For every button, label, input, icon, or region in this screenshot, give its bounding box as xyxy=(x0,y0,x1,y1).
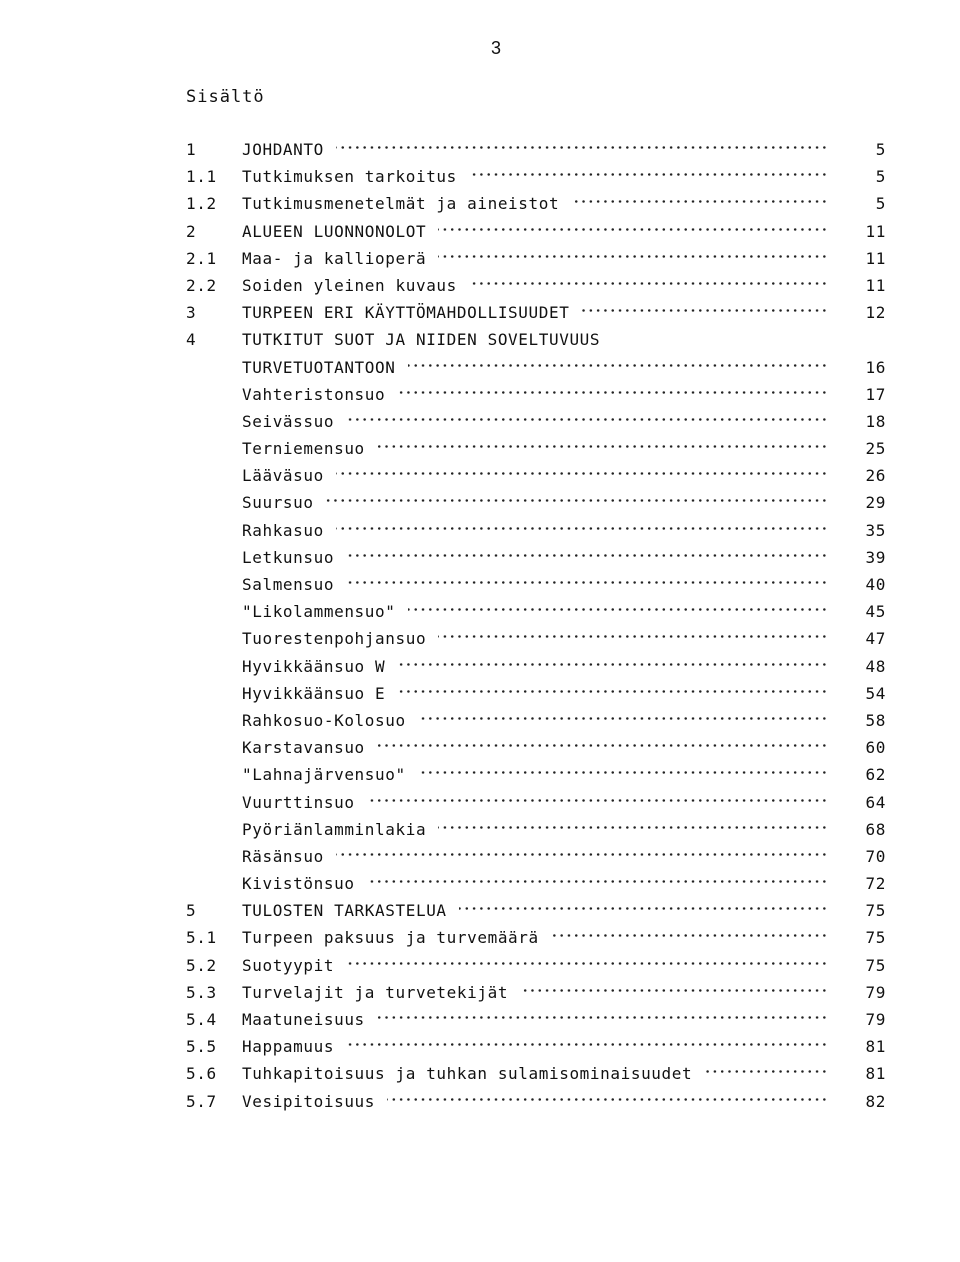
toc-entry xyxy=(186,680,886,707)
toc-page-number: 81 xyxy=(865,1064,886,1084)
toc-title: Hyvikkäänsuo W xyxy=(242,656,386,676)
toc-page-number: 11 xyxy=(865,275,886,295)
toc-entry xyxy=(186,952,886,979)
toc-title: Tuhkapitoisuus ja tuhkan sulamisominaisuudet xyxy=(242,1064,693,1084)
toc-dot-leader xyxy=(469,282,828,285)
toc-section-number: 5 xyxy=(186,901,197,921)
toc-title: Happamuus xyxy=(242,1037,335,1057)
toc-title: Rahkasuo xyxy=(242,520,324,540)
toc-page-number: 82 xyxy=(865,1091,886,1111)
toc-dot-leader xyxy=(346,581,828,584)
table-of-contents xyxy=(186,136,886,1115)
toc-title: Tutkimusmenetelmät ja aineistot xyxy=(242,194,560,214)
toc-page-number: 48 xyxy=(865,656,886,676)
toc-dot-leader xyxy=(336,527,828,530)
toc-title: TULOSTEN TARKASTELUA xyxy=(242,901,447,921)
toc-entry xyxy=(186,653,886,680)
toc-title: Soiden yleinen kuvaus xyxy=(242,275,457,295)
toc-section-number: 3 xyxy=(186,303,197,323)
toc-entry xyxy=(186,1060,886,1087)
toc-page-number: 75 xyxy=(865,901,886,921)
toc-section-number: 5.2 xyxy=(186,955,217,975)
toc-section-number: 5.5 xyxy=(186,1037,217,1057)
toc-entry xyxy=(186,924,886,951)
toc-page-number: 75 xyxy=(865,955,886,975)
toc-title: Vesipitoisuus xyxy=(242,1091,376,1111)
toc-page-number: 75 xyxy=(865,928,886,948)
toc-dot-leader xyxy=(408,608,828,611)
toc-dot-leader xyxy=(418,771,828,774)
toc-dot-leader xyxy=(469,173,828,176)
toc-dot-leader xyxy=(387,1098,828,1101)
toc-page-number: 60 xyxy=(865,738,886,758)
toc-dot-leader xyxy=(551,934,828,937)
toc-dot-leader xyxy=(336,146,828,149)
toc-title: Turvelajit ja turvetekijät xyxy=(242,982,509,1002)
toc-entry xyxy=(186,136,886,163)
toc-section-number: 1.2 xyxy=(186,194,217,214)
toc-page-number: 40 xyxy=(865,575,886,594)
toc-page-number: 81 xyxy=(865,1037,886,1057)
toc-dot-leader xyxy=(438,635,828,638)
toc-entry xyxy=(186,272,886,299)
toc-section-number: 4 xyxy=(186,330,197,350)
toc-title: Tutkimuksen tarkoitus xyxy=(242,167,457,187)
toc-entry xyxy=(186,408,886,435)
toc-dot-leader xyxy=(459,907,828,910)
toc-page-number: 17 xyxy=(865,384,886,404)
toc-page-number: 62 xyxy=(865,765,886,785)
toc-page-number: 72 xyxy=(865,874,886,894)
toc-title: Vuurttinsuo xyxy=(242,792,355,812)
toc-entry xyxy=(186,462,886,489)
toc-entry xyxy=(186,734,886,761)
toc-dot-leader xyxy=(336,853,828,856)
toc-page-number: 79 xyxy=(865,1010,886,1029)
toc-dot-leader xyxy=(346,554,828,557)
toc-dot-leader xyxy=(704,1070,828,1073)
toc-page-number: 64 xyxy=(865,792,886,812)
toc-dot-leader xyxy=(326,499,828,502)
toc-entry xyxy=(186,625,886,652)
toc-section-number: 1.1 xyxy=(186,167,217,187)
toc-dot-leader xyxy=(377,744,828,747)
toc-page-number: 5 xyxy=(875,140,886,159)
toc-title: ALUEEN LUONNONOLOT xyxy=(242,221,427,241)
toc-title: Suotyypit xyxy=(242,955,335,975)
toc-page-number: 39 xyxy=(865,547,886,567)
toc-section-number: 5.4 xyxy=(186,1010,217,1029)
toc-dot-leader xyxy=(367,799,828,802)
toc-dot-leader xyxy=(346,962,828,965)
toc-dot-leader xyxy=(397,663,828,666)
toc-page-number: 79 xyxy=(865,982,886,1002)
toc-title: Tuorestenpohjansuo xyxy=(242,629,427,649)
toc-entry xyxy=(186,816,886,843)
toc-dot-leader xyxy=(571,200,828,203)
toc-entry xyxy=(186,326,886,353)
toc-title: Rahkosuo-Kolosuo xyxy=(242,710,406,730)
toc-dot-leader xyxy=(346,1043,828,1046)
toc-title: Karstavansuo xyxy=(242,738,365,758)
toc-entry xyxy=(186,517,886,544)
toc-title: Maa- ja kallioperä xyxy=(242,248,427,268)
toc-title: "Likolammensuo" xyxy=(242,602,396,622)
toc-entry xyxy=(186,381,886,408)
toc-title: Pyöriänlamminlakia xyxy=(242,819,427,839)
toc-section-number: 5.7 xyxy=(186,1091,217,1111)
toc-page-number: 16 xyxy=(865,357,886,377)
toc-entry xyxy=(186,190,886,217)
toc-dot-leader xyxy=(418,717,828,720)
toc-entry xyxy=(186,1033,886,1060)
toc-dot-leader xyxy=(408,364,828,367)
toc-entry xyxy=(186,163,886,190)
toc-page-number: 35 xyxy=(865,520,886,540)
toc-section-number: 2.1 xyxy=(186,248,217,268)
toc-page-number: 29 xyxy=(865,493,886,513)
toc-section-number: 5.1 xyxy=(186,928,217,948)
toc-dot-leader xyxy=(336,472,828,475)
page-number: 3 xyxy=(490,38,501,58)
toc-entry xyxy=(186,707,886,734)
toc-entry xyxy=(186,1088,886,1115)
toc-entry xyxy=(186,897,886,924)
toc-title: Lääväsuo xyxy=(242,466,324,486)
toc-dot-leader xyxy=(397,690,828,693)
toc-page-number: 5 xyxy=(875,167,886,187)
toc-dot-leader xyxy=(581,309,828,312)
toc-title: Räsänsuo xyxy=(242,846,324,866)
toc-page-number: 11 xyxy=(865,221,886,241)
toc-entry xyxy=(186,435,886,462)
toc-entry xyxy=(186,544,886,571)
toc-dot-leader xyxy=(346,418,828,421)
toc-section-number: 2 xyxy=(186,221,197,241)
toc-entry xyxy=(186,761,886,788)
toc-page-number: 25 xyxy=(865,439,886,459)
toc-entry xyxy=(186,843,886,870)
toc-title: Hyvikkäänsuo E xyxy=(242,683,386,703)
toc-entry xyxy=(186,299,886,326)
contents-heading: Sisältö xyxy=(186,87,265,107)
toc-dot-leader xyxy=(438,826,828,829)
toc-entry xyxy=(186,218,886,245)
toc-entry xyxy=(186,354,886,381)
toc-dot-leader xyxy=(438,228,828,231)
toc-title: Kivistönsuo xyxy=(242,874,355,894)
toc-title: TURPEEN ERI KÄYTTÖMAHDOLLISUUDET xyxy=(242,303,570,323)
toc-entry xyxy=(186,870,886,897)
toc-title: Turpeen paksuus ja turvemäärä xyxy=(242,928,539,948)
toc-entry xyxy=(186,979,886,1006)
toc-section-number: 5.3 xyxy=(186,982,217,1002)
toc-dot-leader xyxy=(367,880,828,883)
toc-entry xyxy=(186,489,886,516)
toc-title: TURVETUOTANTOON xyxy=(242,357,396,377)
toc-title: Letkunsuo xyxy=(242,547,335,567)
toc-page-number: 5 xyxy=(875,194,886,214)
toc-entry xyxy=(186,245,886,272)
toc-title: TUTKITUT SUOT JA NIIDEN SOVELTUVUUS xyxy=(242,330,601,350)
toc-page-number: 18 xyxy=(865,411,886,431)
toc-entry xyxy=(186,1006,886,1033)
toc-dot-leader xyxy=(438,255,828,258)
toc-section-number: 5.6 xyxy=(186,1064,217,1084)
toc-title: "Lahnajärvensuo" xyxy=(242,765,406,785)
toc-page-number: 58 xyxy=(865,710,886,730)
toc-dot-leader xyxy=(377,445,828,448)
toc-page-number: 54 xyxy=(865,683,886,703)
toc-title: Terniemensuo xyxy=(242,439,365,459)
toc-dot-leader xyxy=(397,391,828,394)
toc-entry xyxy=(186,571,886,598)
toc-page-number: 11 xyxy=(865,248,886,268)
toc-page-number: 26 xyxy=(865,466,886,486)
toc-page-number: 70 xyxy=(865,846,886,866)
toc-entry xyxy=(186,789,886,816)
toc-title: Salmensuo xyxy=(242,575,335,594)
toc-page-number: 12 xyxy=(865,303,886,323)
toc-title: Suursuo xyxy=(242,493,314,513)
toc-title: JOHDANTO xyxy=(242,140,324,159)
toc-dot-leader xyxy=(377,1016,828,1019)
toc-page-number: 68 xyxy=(865,819,886,839)
toc-dot-leader xyxy=(520,989,828,992)
toc-entry xyxy=(186,598,886,625)
toc-title: Seivässuo xyxy=(242,411,335,431)
toc-title: Maatuneisuus xyxy=(242,1010,365,1029)
toc-section-number: 1 xyxy=(186,140,197,159)
toc-title: Vahteristonsuo xyxy=(242,384,386,404)
toc-page-number: 47 xyxy=(865,629,886,649)
toc-page-number: 45 xyxy=(865,602,886,622)
toc-section-number: 2.2 xyxy=(186,275,217,295)
